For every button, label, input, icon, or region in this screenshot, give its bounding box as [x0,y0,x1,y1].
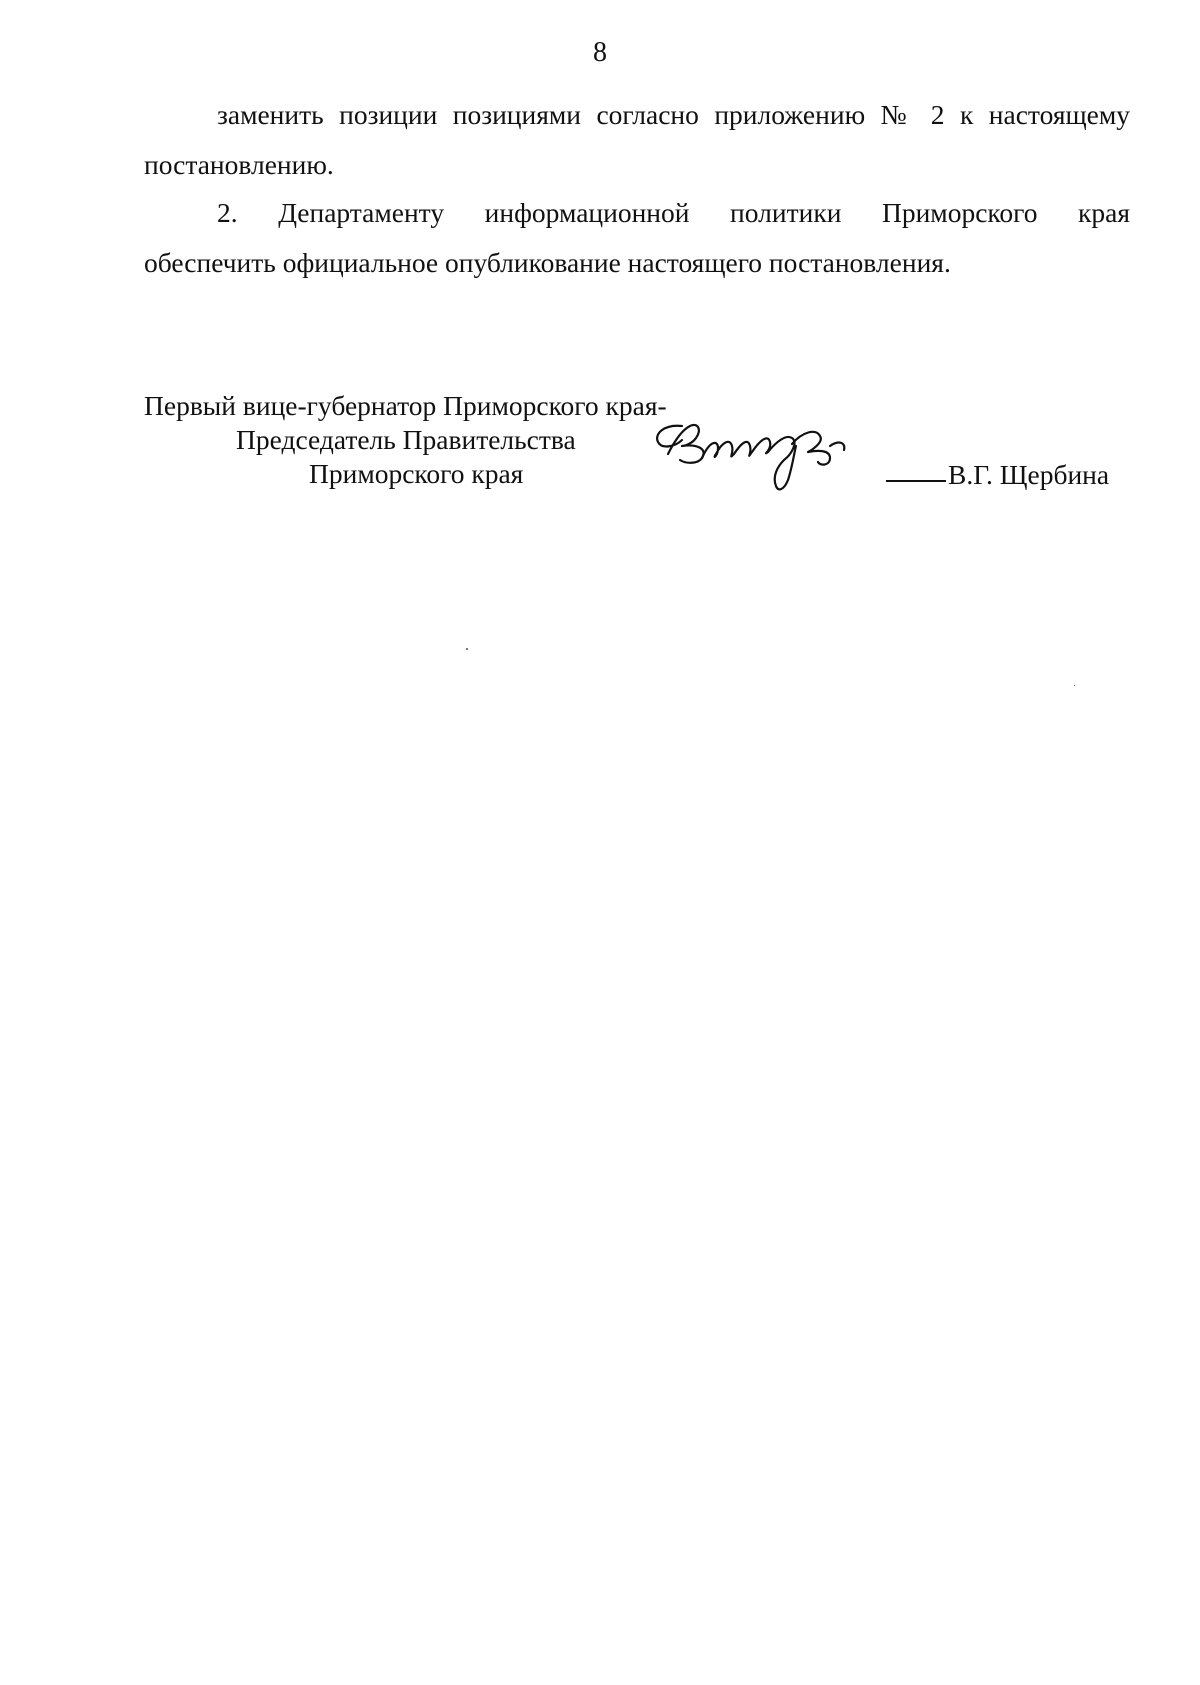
signer-name: В.Г. Щербина [948,459,1110,490]
scan-speck-1 [466,648,468,650]
paragraph-1 [144,90,1130,190]
signer-position-line-2: Председатель Правительства [236,424,576,455]
signer-position-line-1: Первый вице-губернатор Приморского края- [144,390,667,421]
signature-dash [886,480,946,482]
scan-speck-2 [1074,685,1075,686]
signer-position-line-3: Приморского края [309,458,524,489]
paragraph-1-line-2: постановлению. [144,149,334,180]
paragraph-1-line-1: заменить позиции позициями согласно приложению № 2 к настоящему [217,99,1130,130]
paragraph-2-line-2: обеспечить официальное опубликование настоящего постановления. [144,247,951,278]
paragraph-2 [144,188,1130,288]
page-number: 8 [593,37,607,68]
paragraph-2-line-1: 2. Департаменту информационной политики Приморского края [217,197,1130,228]
handwritten-signature [652,420,902,530]
